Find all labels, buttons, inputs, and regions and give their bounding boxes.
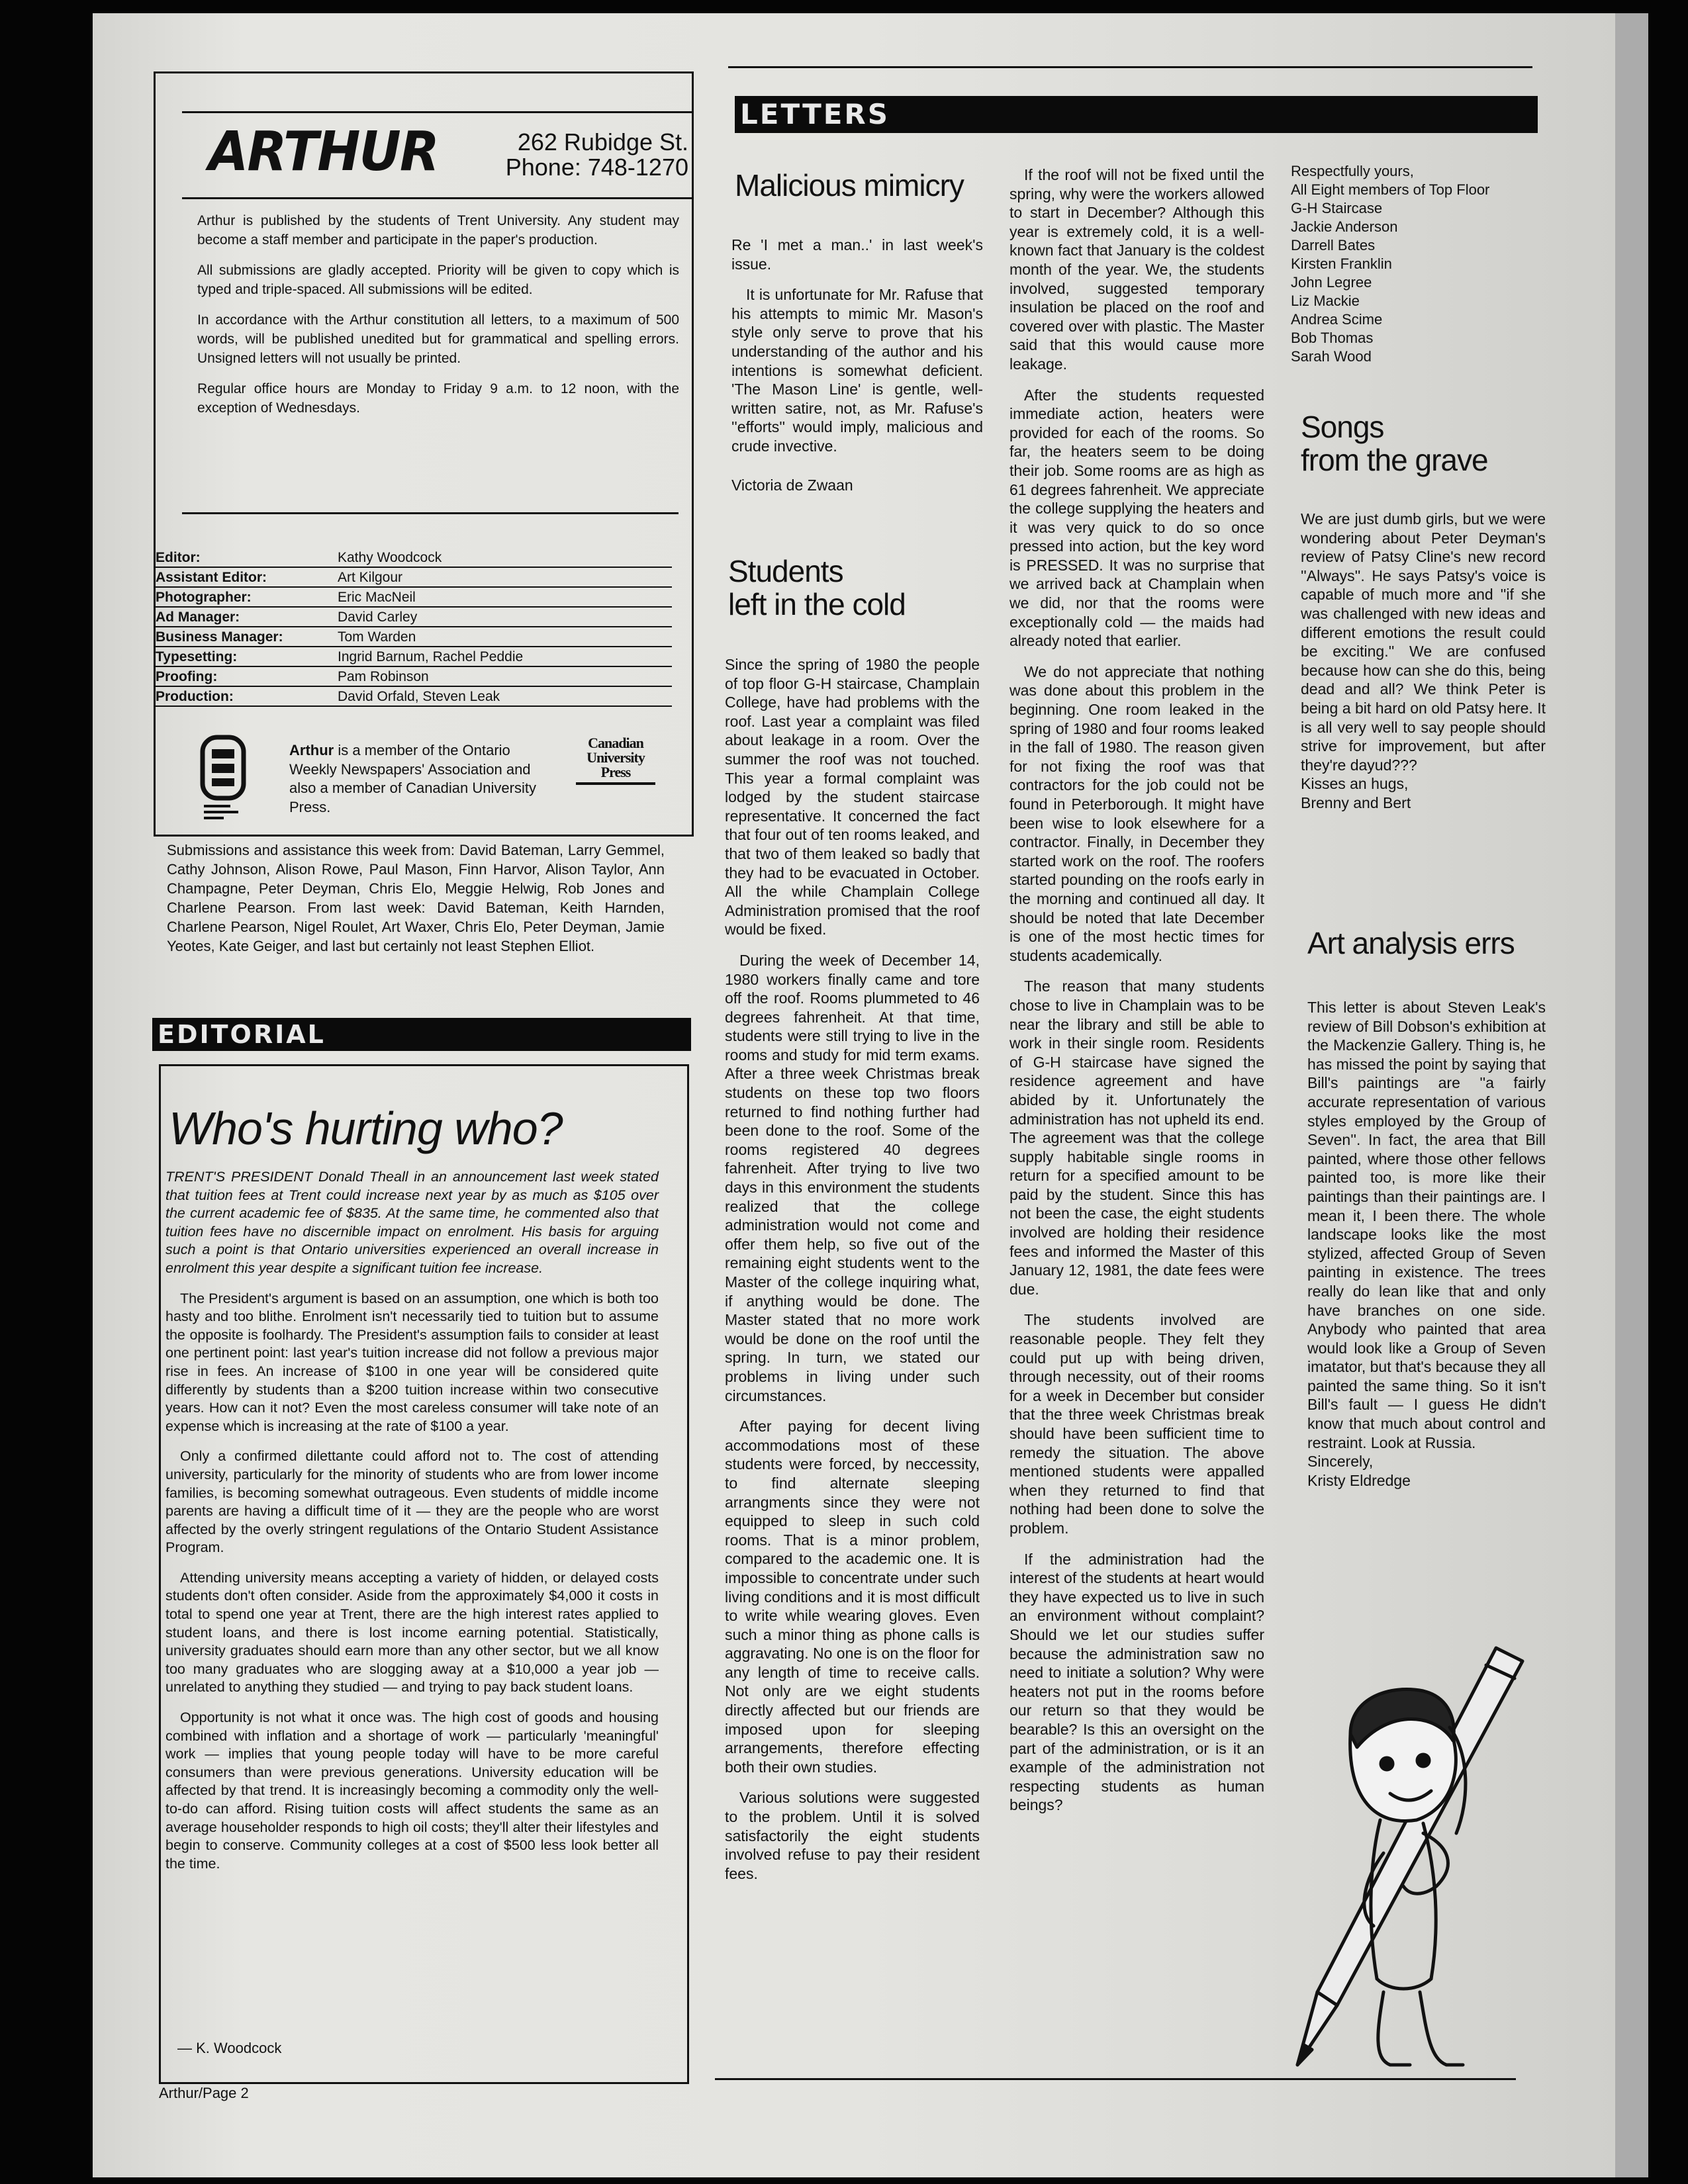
staff-name: Ingrid Barnum, Rachel Peddie bbox=[338, 649, 524, 664]
staff-name: Kathy Woodcock bbox=[338, 550, 442, 565]
staff-row bbox=[156, 608, 672, 627]
signer: Bob Thomas bbox=[1291, 330, 1374, 346]
staff-role: Proofing: bbox=[156, 669, 218, 684]
letter-paragraph: The reason that many students chose to live in Champlain was to be near the library and still be able to work in their single room. Residents of G-H staircase have signed the residence agreement and have abided by it. Unfortunately the administration has not upheld its end. The agreement was that the college supply habitable single rooms in return for a specified amount to be paid by the student. Since this has not been the case, the eight students involved are holding their residence fees and informed the Master of this January 12, 1981, the date fees were due. bbox=[1009, 978, 1264, 1298]
masthead-info bbox=[197, 212, 679, 430]
signer: G-H Staircase bbox=[1291, 200, 1383, 216]
staff-name: Art Kilgour bbox=[338, 570, 403, 585]
letter-paragraph: After paying for decent living accommodations most of these students were forced, by neccessity, to find alternate sleeping arrangments since they were not equipped to sleep in such cold rooms. That is a minor problem, compared to the academic one. It is impossible to concentrate under such living conditions and it is most difficult to write while wearing gloves. Even such a minor thing as phone calls is aggravating. No one is on the floor for any length of time to receive calls. Not only are we eight students directly affected but our friends are imposed upon for sleeping arrangements, therefore effecting both their own studies. bbox=[725, 1418, 980, 1776]
masthead-address: 262 Rubidge St. bbox=[517, 128, 688, 156]
membership-body: is a member of the Ontario Weekly Newspapers' Association and also a member of Canadian University Press. bbox=[289, 742, 536, 815]
letter-headline-art-analysis: Art analysis errs bbox=[1307, 926, 1515, 960]
letter-paragraph: If the administration had the interest of the students at heart would they have expected us to live in such an environment without complaint? Should we let our studies suffer because the administration saw no need to initiate a solution? Why were heaters not put in the rooms before our return so that they would be bearable? Is this an oversight on the part of the administration, or is it an example of the administration not respecting students as human beings? bbox=[1009, 1550, 1264, 1814]
headline-line: left in the cold bbox=[728, 587, 906, 621]
letter-paragraph: Various solutions were suggested to the problem. Until it is solved satisfactorily the eight students involved refuse to pay their resident fees. bbox=[725, 1789, 980, 1882]
editorial-paragraph: The President's argument is based on an assumption, one which is both too hasty and too blithe. Enrolment isn't necessarily tied to tuition but to assume the opposite is foolhardy. The President's assumption fails to consider at least one pertinent point: last year's tuition increase did not follow a previous major rise in fees. An increase of $100 in one year will be considered quite differently by students than a $200 tuition increase within two consecutive years. How can it not? Even the most careless consumer will take note of an expense which is increasing at the rate of $100 a year. bbox=[165, 1290, 659, 1434]
letter4-body bbox=[1307, 998, 1546, 1490]
letter4-signoff: Sincerely, bbox=[1307, 1453, 1374, 1471]
letter-paragraph: We do not appreciate that nothing was done about this problem in the beginning. One room leaked in the spring of 1980 and four rooms leaked in the fall of 1980. The reason given for not fixing the roof was that contractors for the job could not be found in Peterborough. It might have been wise to look elsewhere for a contractor. Finally, in December they started work on the roof. The roofers started pounding on the roofs early in the morning and continued all day. It should be noted that late December is one of the most hectic times for students academically. bbox=[1009, 662, 1264, 964]
headline-line: from the grave bbox=[1301, 443, 1488, 477]
letter2-col2 bbox=[1009, 165, 1264, 1827]
staff-row bbox=[156, 667, 672, 687]
staff-row bbox=[156, 588, 672, 608]
masthead-sub-rule bbox=[182, 197, 692, 199]
headline-line: Students bbox=[728, 554, 843, 588]
editorial-paragraph: TRENT'S PRESIDENT Donald Theall in an announcement last week stated that tuition fees at Trent could increase next year by as much as $105 over the current academic fee of $835. At the same time, he commented also that tuition fees have no discernible impact on enrolment. His basis for arguing such a point is that Ontario universities experienced an overall increase in enrolment this year despite a significant tuition fee increase. bbox=[165, 1169, 659, 1276]
signer: Sarah Wood bbox=[1291, 348, 1372, 365]
letter-paragraph: If the roof will not be fixed until the spring, why were the workers allowed to start in December? Although this year is extremely cold, it is a well-known fact that January is the coldest month of the year. We, the students involved, suggested temporary insulation be placed on the roof and covered over with plastic. The Master said that this would cause more leakage. bbox=[1009, 166, 1264, 373]
masthead-top-rule bbox=[182, 111, 692, 113]
masthead-logo: ARTHUR bbox=[209, 120, 438, 183]
letter-paragraph: This letter is about Steven Leak's review of Bill Dobson's exhibition at the Mackenzie Gallery. Thing is, he has missed the point by saying that Bill's paintings are ''a fairly accurate representation of various styles employed by the Group of Seven''. In fact, the area that Bill painted, where those other fellows painted too, is more like their paintings than their paintings are. I mean it, I been there. The whole landscape looks like the most stylized, affected Group of Seven painting in existence. The trees really do lean like that and only have branches on one side. Anybody who painted that area would look like a Group of Seven imatator, but that's because they all painted the same thing. So it isn't Bill's fault — I guess He didn't know that much about control and restraint. Look at Russia. bbox=[1307, 999, 1546, 1451]
editorial-headline: Who's hurting who? bbox=[169, 1103, 563, 1154]
staff-name: Tom Warden bbox=[338, 629, 416, 645]
letters-bottom-rule bbox=[715, 2078, 1516, 2080]
editorial-body bbox=[165, 1168, 659, 1885]
letter-headline-students-cold bbox=[728, 555, 993, 621]
letter3-signature: Brenny and Bert bbox=[1301, 794, 1411, 811]
signer: Jackie Anderson bbox=[1291, 218, 1398, 235]
owna-logo-icon bbox=[199, 735, 249, 827]
staff-row bbox=[156, 647, 672, 667]
page-curl-edge bbox=[1615, 13, 1648, 2177]
staff-row bbox=[156, 568, 672, 588]
letter1-signature: Victoria de Zwaan bbox=[731, 476, 853, 494]
letter-headline-songs-grave bbox=[1301, 410, 1552, 477]
staff-role: Business Manager: bbox=[156, 629, 283, 645]
letters-section-bar: LETTERS bbox=[735, 96, 1538, 133]
info-paragraph: In accordance with the Arthur constitution all letters, to a maximum of 500 words, will be published unedited but for grammatical and spelling errors. Unsigned letters will not usually be printed. bbox=[197, 312, 679, 366]
editorial-paragraph: Opportunity is not what it once was. The high cost of goods and housing combined with inflation and a shortage of work — particularly 'meaningful' work — implies that young people today will have to be more careful consumers than were previous generations. University education will be affected by that trend. It is increasingly becoming a commodity only the well-to-do can afford. Rising tuition costs will affect students the same as an average householder responds to high oil costs; they'll alter their lifestyles and begin to conserve. Community colleges at a cost of $500 less look better all the time. bbox=[165, 1709, 659, 1872]
page-folio: Arthur/Page 2 bbox=[159, 2085, 249, 2101]
staff-role: Production: bbox=[156, 689, 234, 704]
letter-paragraph: During the week of December 14, 1980 workers finally came and tore off the roof. Rooms plummeted to 46 degrees fahrenheit. At that time, students were still trying to live in the rooms and study for mid term exams. After a three week Christmas break students on these top two floors returned to find nothing further had been done to the roof. Some of the rooms registered 40 degrees fahrenheit. After trying to live two days in this environment the students realized that the college administration would not come and offer them help, so five out of the remaining eight students went to the Master of the college inquiring what, if anything would be done. The Master stated that no more work would be done on the roof until the spring. In turn, we stated our problems in living under such circumstances. bbox=[725, 951, 980, 1404]
signer: Andrea Scime bbox=[1291, 311, 1383, 328]
headline-line: Songs bbox=[1301, 410, 1384, 444]
staff-row bbox=[156, 548, 672, 568]
letter2-signoff bbox=[1291, 162, 1556, 366]
staff-role: Photographer: bbox=[156, 590, 252, 605]
staff-role: Assistant Editor: bbox=[156, 570, 267, 585]
submissions-credit: Submissions and assistance this week from: David Bateman, Larry Gemmel, Cathy Johnson, Alison Rowe, Paul Mason, Finn Harvor, Alison Taylor, Ann Champagne, Peter Deyman, Chris Elo, Meggie Helwig, Rob Jones and Charlene Pearson. From last week: David Bateman, Keith Harnden, Charlene Pearson, Nigel Roulet, Art Waxer, Chris Elo, Peter Deyman, Jamie Yeotes, Kate Geiger, and last but certainly not least Stephen Elliot. bbox=[167, 842, 665, 954]
membership-bold: Arthur bbox=[289, 742, 334, 758]
staff-name: David Carley bbox=[338, 610, 418, 625]
info-paragraph: Regular office hours are Monday to Friday 9 a.m. to 12 noon, with the exception of Wednesdays. bbox=[197, 381, 679, 416]
letter-headline-malicious-mimicry: Malicious mimicry bbox=[735, 168, 964, 203]
letter-paragraph: Re 'I met a man..' in last week's issue. bbox=[731, 236, 983, 273]
letters-top-rule bbox=[728, 66, 1532, 68]
letter-paragraph: Since the spring of 1980 the people of top floor G-H staircase, Champlain College, have had problems with the roof. Last year a complaint was filed about leakage in a room. Over the summer the roof was not touched. This year a formal complaint was lodged by the student staircase representative. It concerned the fact that four out of ten rooms leaked, and that two of them leaked so badly that they had to be evacuated in October. All the while Champlain College Administration promised that the roof would be fixed. bbox=[725, 656, 980, 938]
editorial-paragraph: Only a confirmed dilettante could afford not to. The cost of attending university, particularly for the minority of students who are from lower income families, is becoming somewhat outrageous. Even students of middle income parents are having a difficult time of it — they are the people who are worst affected by the overly stringent regulations of the Ontario Student Assistance Program. bbox=[165, 1448, 659, 1556]
letter3-signoff: Kisses an hugs, bbox=[1301, 775, 1409, 793]
staff-row bbox=[156, 627, 672, 647]
cup-logo: Canadian University Press bbox=[576, 736, 655, 785]
info-bottom-rule bbox=[182, 512, 679, 514]
signer: Liz Mackie bbox=[1291, 293, 1360, 309]
pencil-kid-cartoon bbox=[1258, 1635, 1549, 2091]
info-paragraph: All submissions are gladly accepted. Priority will be given to copy which is typed and triple-spaced. All submissions will be edited. bbox=[197, 263, 679, 297]
editorial-paragraph: Attending university means accepting a variety of hidden, or delayed costs students don't often consider. Aside from the approximately $4,000 it costs in total to spend one year at Trent, there are the high interest rates applied to student loans, and there is lost income earning potential. Statistically, university graduates should earn more than any other sector, but we all know too many graduates who are slogging away at a $10,000 a year job — unrelated to anything they studied — and trying to pay back student loans. bbox=[165, 1569, 659, 1696]
signoff-closing: Respectfully yours, bbox=[1291, 163, 1414, 179]
editorial-section-bar: EDITORIAL bbox=[152, 1018, 691, 1051]
staff-role: Typesetting: bbox=[156, 649, 238, 664]
signer: Darrell Bates bbox=[1291, 237, 1376, 253]
letter-paragraph: We are just dumb girls, but we were wondering about Peter Deyman's review of Patsy Cline's new record ''Always''. He says Patsy's voice is capable of much more and ''if she was challenged with new ideas and different emotions the result could be exciting.'' We are confused because how can she do this, being dead and all? We think Peter is being a bit hard on old Patsy here. It is all very well to say people should strive for improvement, but after they're dayud??? bbox=[1301, 510, 1546, 774]
editorial-signature: — K. Woodcock bbox=[177, 2040, 282, 2056]
letter-paragraph: The students involved are reasonable people. They felt they could put up with being driven, through necessity, out of their rooms for a week in December but consider that the three week Christmas break should have been sufficient time to remedy the situation. The above mentioned students were appalled when they returned to find that nothing had been done to solve the problem. bbox=[1009, 1311, 1264, 1537]
staff-row bbox=[156, 687, 672, 707]
signer: Kirsten Franklin bbox=[1291, 255, 1392, 272]
staff-name: Eric MacNeil bbox=[338, 590, 416, 605]
letter-paragraph: After the students requested immediate action, heaters were provided for each of the rooms. So far, the heaters seem to be doing their job. Some rooms are as high as 61 degrees fahrenheit. We appreciate the college supplying the heaters and it was very quick to do so once pressed into action, but the key word is PRESSED. It was no surprise that we arrived back at Champlain when we did, nor that the rooms were exceptionally cold — the maids had already noted that earlier. bbox=[1009, 386, 1264, 650]
masthead-phone: Phone: 748-1270 bbox=[505, 154, 688, 181]
info-paragraph: Arthur is published by the students of Trent University. Any student may become a staff member and participate in the paper's production. bbox=[197, 213, 679, 248]
staff-role: Ad Manager: bbox=[156, 610, 240, 625]
signer: John Legree bbox=[1291, 274, 1372, 291]
staff-name: David Orfald, Steven Leak bbox=[338, 689, 500, 704]
staff-role: Editor: bbox=[156, 550, 201, 565]
letter4-signature: Kristy Eldredge bbox=[1307, 1471, 1411, 1489]
staff-box bbox=[156, 548, 672, 707]
letter-paragraph: It is unfortunate for Mr. Rafuse that his attempts to mimic Mr. Mason's style only serve to prove that his understanding of the author and his intentions is somewhat deficient. 'The Mason Line' is gentle, well-written satire, not, as Mr. Rafuse's ''efforts'' would imply, malicious and crude invective. bbox=[731, 286, 983, 455]
membership-text bbox=[289, 741, 541, 817]
letter2-col1 bbox=[725, 655, 980, 1895]
staff-name: Pam Robinson bbox=[338, 669, 429, 684]
signer: All Eight members of Top Floor bbox=[1291, 181, 1490, 198]
masthead-box bbox=[154, 71, 694, 837]
letter3-body bbox=[1301, 510, 1546, 813]
letter1-body bbox=[731, 236, 983, 506]
